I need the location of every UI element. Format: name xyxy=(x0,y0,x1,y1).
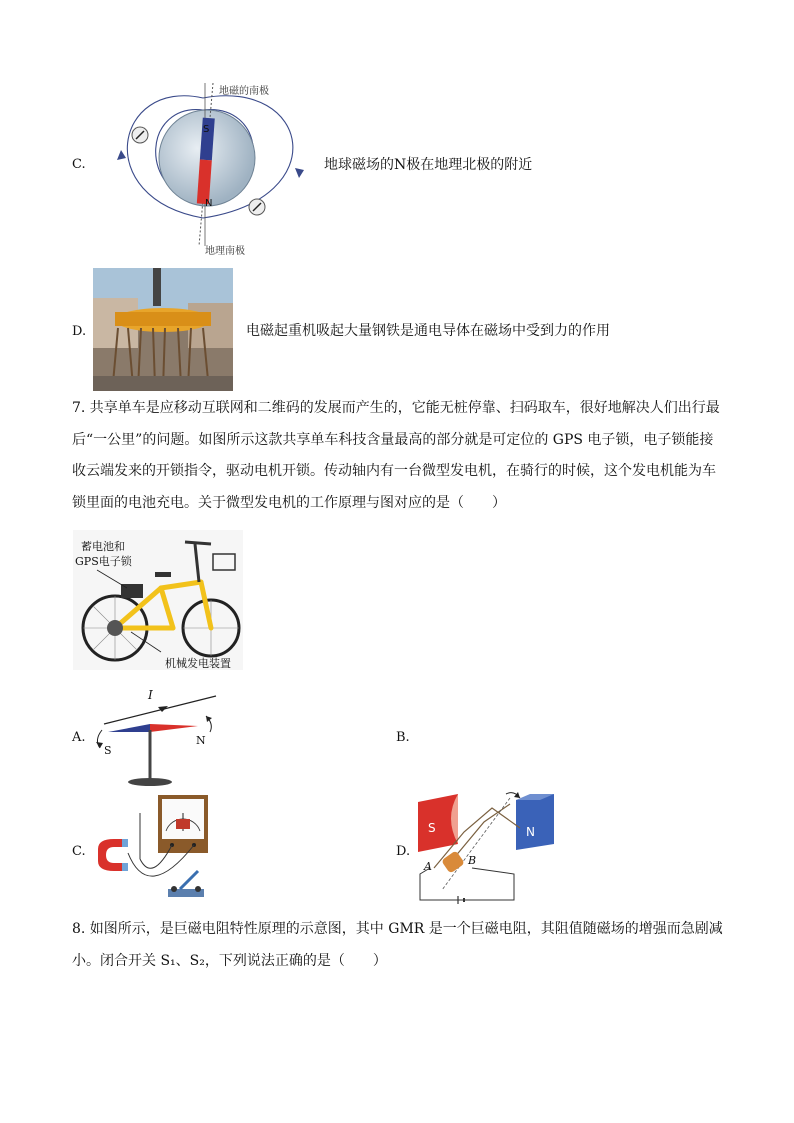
option-d-text: 电磁起重机吸起大量钢铁是通电导体在磁场中受到力的作用 xyxy=(246,323,610,339)
magnet-s-text: S xyxy=(203,124,210,135)
q7-option-b-label: B. xyxy=(396,730,410,745)
option-c-label: C. xyxy=(72,157,86,172)
q7-option-a-label: A. xyxy=(72,730,86,745)
brush-a-label: A xyxy=(424,860,432,873)
option-c-text: 地球磁场的N极在地理北极的附近 xyxy=(324,157,533,173)
needle-n-label: N xyxy=(196,734,206,747)
current-i-label: I xyxy=(148,688,153,702)
earth-field-diagram xyxy=(95,78,320,258)
battery-label-line1: 蓄电池和 xyxy=(81,540,125,553)
crane-photo xyxy=(93,268,233,391)
magnet-n-label: N xyxy=(526,825,535,839)
generator-label: 机械发电装置 xyxy=(165,657,231,670)
brush-b-label: B xyxy=(468,854,477,867)
question-8-line: 8. 如图所示，是巨磁电阻特性原理的示意图，其中 GMR 是一个巨磁电阻，其阻值随磁场的增强而急剧减 xyxy=(72,921,723,937)
question-8-text xyxy=(72,914,732,977)
electromagnetic-induction-diagram xyxy=(88,793,218,905)
option-d-label: D. xyxy=(72,324,87,339)
question-7-line: 收云端发来的开锁指令，驱动电机开锁。传动轴内有一台微型发电机，在骑行的时候，这个发电机能为车 xyxy=(72,463,716,479)
q7-option-c-label: C. xyxy=(72,844,86,859)
compass-icon xyxy=(132,127,148,143)
geomagnetic-south-label: 地磁的南极 xyxy=(219,86,269,97)
question-7-line: 锁里面的电池充电。关于微型发电机的工作原理与图对应的是（ ） xyxy=(72,494,506,511)
needle-s-label: S xyxy=(104,744,112,757)
battery-label-line2: GPS电子锁 xyxy=(75,555,132,568)
question-7-line: 7. 共享单车是应移动互联网和二维码的发展而产生的，它能无桩停靠、扫码取车，很好地解决人们出行最 xyxy=(72,400,720,416)
motor-principle-diagram xyxy=(414,788,559,904)
question-8-line: 小。闭合开关 S₁、S₂，下列说法正确的是（ ） xyxy=(72,952,387,969)
oersted-experiment-diagram xyxy=(88,686,228,790)
question-7-line: 后“一公里”的问题。如图所示这款共享单车科技含量最高的部分就是可定位的 GPS 电子锁，电子锁能接 xyxy=(72,431,714,448)
geographic-south-label: 地理南极 xyxy=(205,246,245,257)
magnet-n-text: N xyxy=(205,198,213,209)
magnet-s-label: S xyxy=(428,821,436,835)
q7-option-d-label: D. xyxy=(396,844,411,859)
compass-icon xyxy=(249,199,265,215)
question-7-text xyxy=(72,393,732,519)
shared-bike-photo xyxy=(73,530,243,670)
